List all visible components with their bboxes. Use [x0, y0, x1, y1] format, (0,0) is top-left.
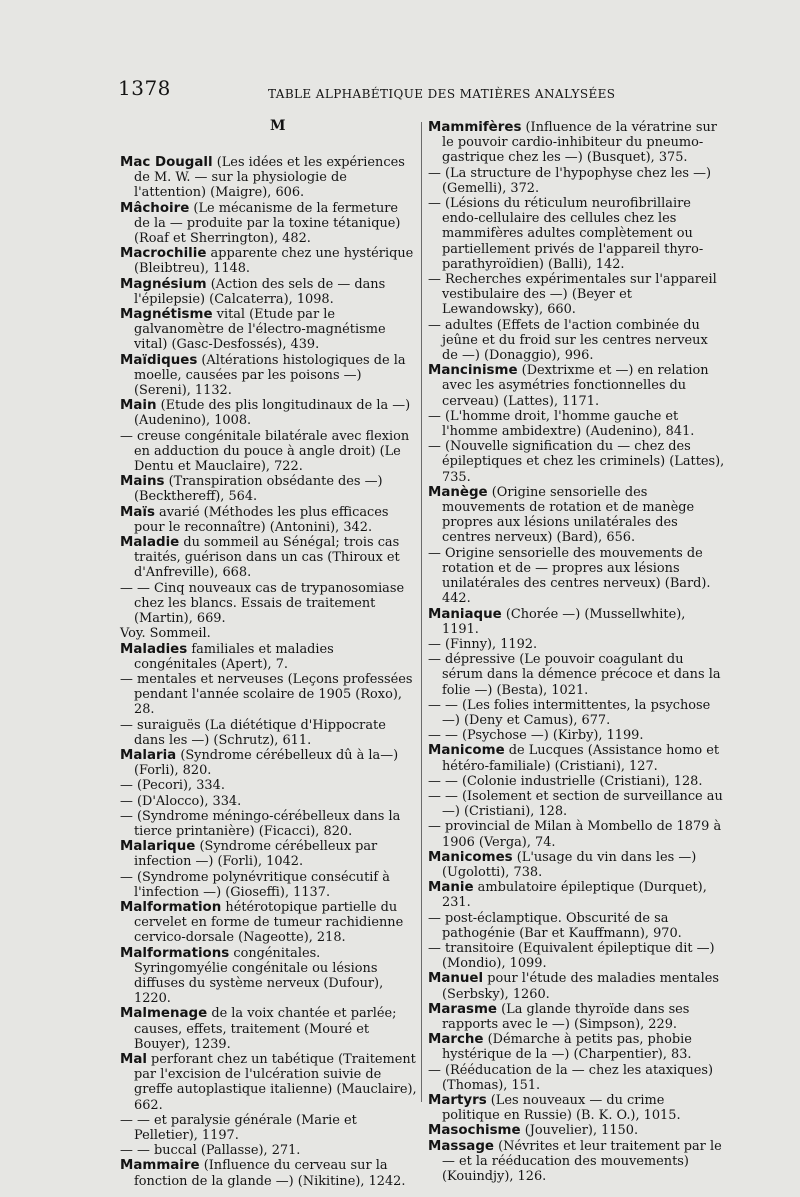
index-entry — [428, 911, 726, 941]
index-entry-text: (Les nouveaux — du crime politique en Russie) (B. K. O.), 1015. — [442, 1093, 681, 1124]
index-entry-text: — provincial de Milan à Mombello de 1879 à 1906 (Verga), 74. — [428, 819, 722, 850]
index-entry — [120, 718, 418, 748]
index-entry — [120, 778, 418, 793]
index-keyword: Mammifères — [428, 120, 522, 135]
index-keyword: Martyrs — [428, 1093, 487, 1108]
index-entry-text: — post-éclamptique. Obscurité de sa pathogénie (Bar et Kauffmann), 970. — [428, 910, 682, 941]
index-entry — [428, 789, 726, 819]
index-entry — [428, 607, 726, 637]
index-entry-text: — — (Psychose —) (Kirby), 1199. — [428, 728, 644, 744]
index-entry-text: (Transpiration obsédante des —) (Beckthereff), 564. — [134, 474, 383, 505]
index-entry-text: perforant chez un tabétique (Traitement par l'excision de l'ulcération suivie de greffe autoplastique italienne) (Mauclaire), 662. — [134, 1051, 417, 1113]
index-entry-text: — — (Colonie industrielle (Cristiani), 128. — [428, 773, 703, 789]
index-entry-text: apparente chez une hystérique (Bleibtreu), 1148. — [134, 246, 414, 277]
index-entry-text: de Lucques (Assistance homo et hétéro-familiale) (Cristiani), 127. — [442, 743, 720, 774]
index-keyword: Manicome — [428, 743, 505, 759]
index-entry-text: — (D'Alocco), 334. — [120, 793, 242, 809]
index-entry — [120, 505, 418, 535]
index-entry — [120, 672, 418, 718]
index-entry — [120, 1006, 418, 1052]
column-divider — [421, 122, 422, 1102]
index-entry — [120, 429, 418, 475]
index-entry-text: — (Finny), 1192. — [428, 636, 538, 652]
index-entry-text: (Démarche à petits pas, phobie hystérique de la —) (Charpentier), 83. — [442, 1032, 692, 1063]
index-entry — [428, 728, 726, 743]
index-entry-text: ambulatoire épileptique (Durquet), 231. — [442, 880, 707, 911]
index-keyword: Malarique — [120, 839, 196, 855]
index-keyword: Massage — [428, 1138, 495, 1154]
index-keyword: Manie — [428, 880, 474, 896]
index-entry — [120, 277, 418, 307]
index-entry — [428, 1093, 726, 1123]
index-column-left — [120, 155, 418, 1189]
index-keyword: Manuel — [428, 971, 484, 987]
index-keyword: Malaria — [120, 747, 177, 763]
index-entry — [428, 774, 726, 789]
index-entry — [428, 196, 726, 272]
index-entry — [428, 819, 726, 849]
index-keyword: Main — [120, 398, 157, 414]
index-entry — [120, 748, 418, 778]
index-entry — [428, 971, 726, 1001]
index-entry-text: familiales et maladies congénitales (Apert), 7. — [134, 641, 334, 672]
index-entry-text: — dépressive (Le pouvoir coagulant du sérum dans la démence précoce et dans la folie —) (Besta), 1021. — [428, 652, 721, 698]
index-entry — [120, 642, 418, 672]
index-entry — [120, 246, 418, 276]
index-entry-text: (Influence du cerveau sur la fonction de la glande —) (Nikitine), 1242. — [134, 1158, 406, 1189]
index-entry-text: pour l'étude des maladies mentales (Serbsky), 1260. — [442, 971, 719, 1002]
index-entry-text: (Le mécanisme de la fermeture de la — produite par la toxine tétanique) (Roaf et Sherrington), 482. — [134, 200, 401, 247]
index-entry-text: congénitales. Syringomyélie congénitale ou lésions diffuses du système nerveux (Dufour), 1220. — [134, 945, 384, 1007]
index-entry-text: (Action des sels de — dans l'épilepsie) (Calcaterra), 1098. — [134, 276, 386, 307]
running-head: TABLE ALPHABÉTIQUE DES MATIÈRES ANALYSÉES — [268, 87, 616, 101]
index-entry-text: du sommeil au Sénégal; trois cas traités, guérison dans un cas (Thiroux et d'Anfreville), 668. — [134, 535, 400, 581]
index-entry-text: — Origine sensorielle des mouvements de rotation et de — propres aux lésions unilatérales des centres nerveux) (Bard). 442. — [428, 545, 711, 607]
index-keyword: Mâchoire — [120, 200, 190, 216]
index-entry-text: (Influence de la vératrine sur le pouvoir cardio-inhibiteur du pneumo-gastrique chez les —) (Busquet), 375. — [442, 120, 717, 166]
index-column-right — [428, 120, 726, 1184]
index-entry — [120, 1113, 418, 1143]
index-entry — [428, 1123, 726, 1138]
index-entry — [120, 900, 418, 946]
index-entry — [120, 839, 418, 869]
index-entry-text: — — et paralysie générale (Marie et Pelletier), 1197. — [120, 1112, 357, 1143]
index-entry — [428, 439, 726, 485]
index-keyword: Magnétisme — [120, 307, 213, 323]
index-keyword: Mammaire — [120, 1158, 200, 1174]
index-keyword: Maladie — [120, 535, 180, 551]
index-entry — [120, 1052, 418, 1113]
index-entry-text: — — (Les folies intermittentes, la psychose —) (Deny et Camus), 677. — [428, 697, 711, 728]
index-keyword: Mancinisme — [428, 363, 518, 379]
index-entry-text: — (L'homme droit, l'homme gauche et l'homme ambidextre) (Audenino), 841. — [428, 408, 695, 440]
index-entry — [428, 363, 726, 409]
index-entry-text: (Syndrome cérébelleux par infection —) (Forli), 1042. — [134, 839, 378, 870]
index-keyword: Maladies — [120, 641, 188, 657]
index-entry — [428, 1032, 726, 1062]
index-entry-text: (Névrites et leur traitement par le — et la rééducation des mouvements) (Kouindjy), 126. — [442, 1138, 722, 1185]
index-entry — [428, 941, 726, 971]
index-entry-text: (Origine sensorielle des mouvements de rotation et de manège propres aux lésions unilatérales des centres nerveux) (Bard), 656. — [442, 484, 695, 546]
index-entry — [120, 398, 418, 428]
index-entry-text: — (Nouvelle signification du — chez des épileptiques et chez les criminels) (Lattes), 735. — [428, 439, 725, 485]
index-entry-text: (La glande thyroïde dans ses rapports avec le —) (Simpson), 229. — [442, 1001, 690, 1032]
index-entry — [120, 201, 418, 247]
index-entry — [428, 409, 726, 439]
index-entry-text: (Syndrome cérébelleux dû à la—) (Forli), 820. — [134, 747, 399, 779]
index-entry-text: (Etude des plis longitudinaux de la —) (Audenino), 1008. — [134, 398, 411, 429]
index-entry — [120, 581, 418, 627]
index-entry — [428, 850, 726, 880]
index-entry — [428, 1063, 726, 1093]
index-entry — [120, 626, 418, 641]
index-keyword: Malmenage — [120, 1006, 208, 1022]
index-keyword: Macrochilie — [120, 246, 207, 262]
index-entry-text: — (Syndrome méningo-cérébelleux dans la tierce printanière) (Ficacci), 820. — [120, 808, 401, 839]
index-entry — [428, 637, 726, 652]
index-keyword: Marasme — [428, 1001, 498, 1017]
section-letter: M — [270, 118, 286, 134]
index-entry — [428, 1139, 726, 1185]
index-keyword: Mac Dougall — [120, 155, 213, 170]
index-entry-text: — — buccal (Pallasse), 271. — [120, 1143, 301, 1159]
index-keyword: Marche — [428, 1032, 484, 1048]
index-entry — [428, 272, 726, 318]
index-entry-text: vital (Etude par le galvanomètre de l'électro-magnétisme vital) (Gasc-Desfossés), 439. — [134, 307, 386, 353]
index-entry-text: — (Pecori), 334. — [120, 778, 225, 794]
index-entry — [428, 546, 726, 607]
index-entry-text: (Les idées et les expériences de M. W. — sur la physiologie de l'attention) (Maigre), 606. — [134, 155, 405, 201]
index-entry-text: — (La structure de l'hypophyse chez les —) (Gemelli), 372. — [428, 165, 712, 196]
index-keyword: Malformations — [120, 945, 230, 961]
index-keyword: Manicomes — [428, 849, 513, 865]
page-number: 1378 — [118, 76, 171, 100]
index-entry-text: (Altérations histologiques de la moelle, causées par les poisons —) (Sereni), 1132. — [134, 352, 406, 399]
index-entry — [120, 870, 418, 900]
index-entry-text: — adultes (Effets de l'action combinée du jeûne et du froid sur les centres nerveux de —) (Donaggio), 996. — [428, 317, 708, 364]
index-entry-text: — — Cinq nouveaux cas de trypanosomiase chez les blancs. Essais de traitement (Martin), 669. — [120, 580, 405, 627]
index-entry — [120, 474, 418, 504]
index-entry-text: hétérotopique partielle du cervelet en forme de tumeur rachidienne cervico-dorsale (Nageotte), 218. — [134, 899, 404, 946]
index-entry-text: — suraiguës (La diététique d'Hippocrate dans les —) (Schrutz), 611. — [120, 717, 386, 748]
index-entry-text: — (Rééducation de la — chez les ataxiques) (Thomas), 151. — [428, 1062, 714, 1093]
index-entry — [120, 794, 418, 809]
index-entry — [120, 1143, 418, 1158]
index-entry — [120, 353, 418, 399]
index-entry-text: Voy. Sommeil. — [120, 626, 211, 642]
index-entry-text: avarié (Méthodes les plus efficaces pour le reconnaître) (Antonini), 342. — [134, 504, 389, 535]
index-keyword: Mains — [120, 474, 165, 490]
index-keyword: Masochisme — [428, 1123, 521, 1139]
index-entry — [428, 1002, 726, 1032]
index-entry — [120, 1158, 418, 1188]
index-keyword: Maïs — [120, 504, 155, 520]
index-entry — [428, 743, 726, 773]
index-keyword: Maïdiques — [120, 352, 198, 368]
index-entry-text: (Jouvelier), 1150. — [520, 1123, 639, 1139]
index-keyword: Manège — [428, 484, 488, 500]
index-entry-text: — — (Isolement et section de surveillance au —) (Cristiani), 128. — [428, 788, 723, 820]
index-keyword: Malformation — [120, 899, 222, 915]
index-entry — [428, 166, 726, 196]
index-entry-text: — mentales et nerveuses (Leçons professées pendant l'année scolaire de 1905 (Roxo), 28. — [120, 671, 413, 718]
index-entry — [428, 318, 726, 364]
index-keyword: Maniaque — [428, 606, 502, 622]
index-entry — [120, 946, 418, 1007]
index-entry-text: — transitoire (Equivalent épileptique dit —) (Mondio), 1099. — [428, 940, 715, 972]
index-entry-text: (L'usage du vin dans les —) (Ugolotti), 738. — [442, 849, 697, 880]
index-entry — [120, 809, 418, 839]
index-keyword: Mal — [120, 1051, 147, 1067]
index-entry — [428, 485, 726, 546]
index-entry-text: de la voix chantée et parlée; causes, effets, traitement (Mouré et Bouyer), 1239. — [134, 1006, 397, 1052]
index-entry — [428, 652, 726, 698]
index-entry — [120, 155, 418, 201]
index-entry-text: — Recherches expérimentales sur l'appareil vestibulaire des —) (Beyer et Lewandowsky), 660. — [428, 272, 717, 318]
index-entry — [428, 880, 726, 910]
index-entry-text: — (Syndrome polynévritique consécutif à l'infection —) (Gioseffi), 1137. — [120, 869, 390, 900]
index-entry — [428, 120, 726, 166]
index-entry — [428, 698, 726, 728]
index-entry-text: (Dextrixme et —) en relation avec les asymétries fonctionnelles du cerveau) (Lattes), 1171. — [442, 363, 709, 409]
index-entry-text: — creuse congénitale bilatérale avec flexion en adduction du pouce à angle droit) (Le Dentu et Mauclaire), 722. — [120, 428, 410, 475]
index-entry — [120, 535, 418, 581]
index-entry — [120, 307, 418, 353]
index-keyword: Magnésium — [120, 276, 207, 292]
index-entry-text: (Chorée —) (Mussellwhite), 1191. — [442, 606, 686, 637]
index-entry-text: — (Lésions du réticulum neurofibrillaire endo-cellulaire des cellules chez les mammifères adultes complètement ou partiellement privés de l'appareil thyro-parathyroïdien) (Balli), 142. — [428, 196, 704, 272]
